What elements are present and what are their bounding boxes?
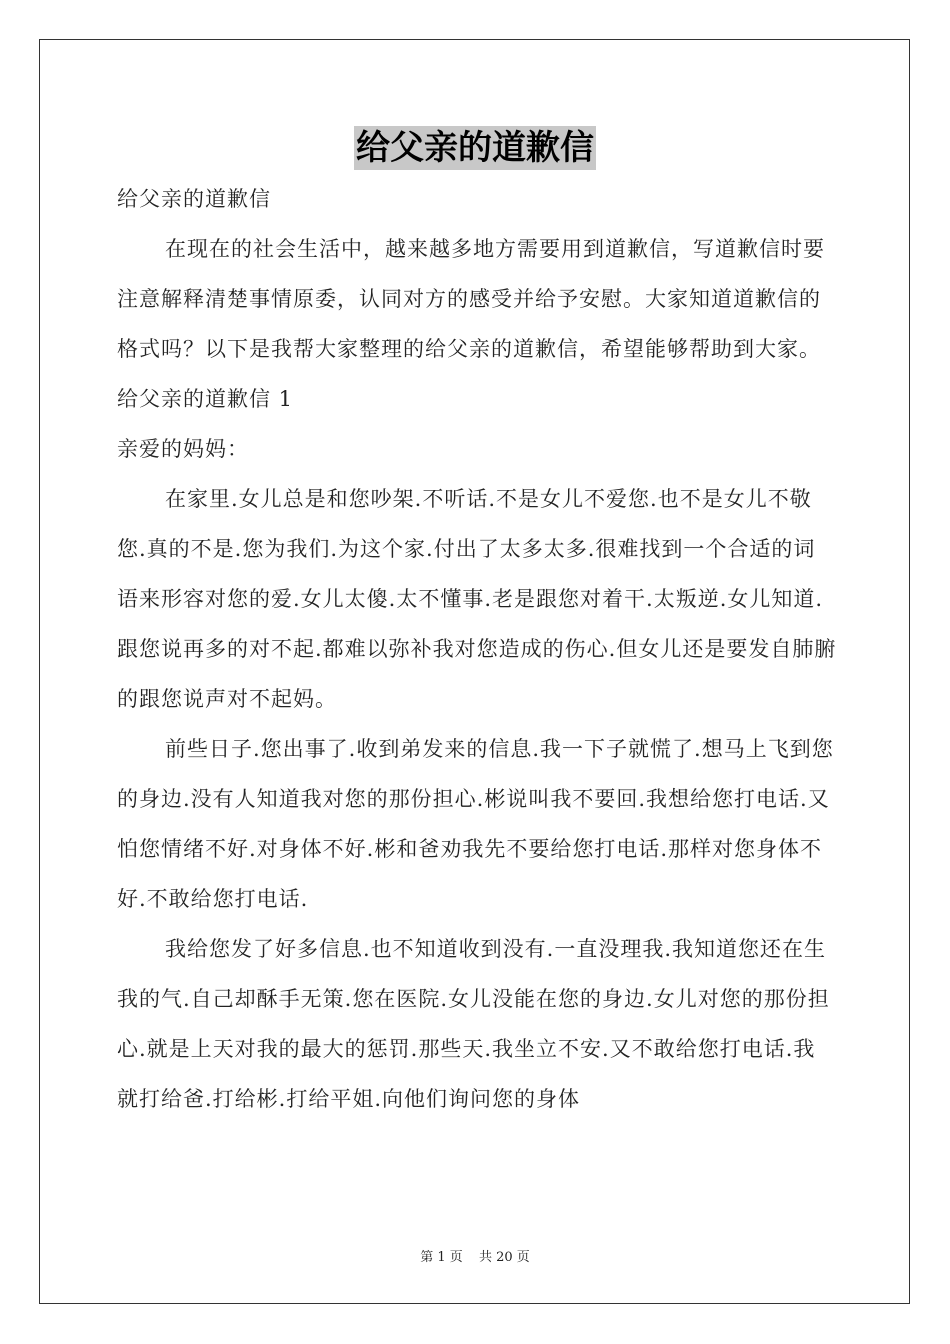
paragraph-intro: 在现在的社会生活中，越来越多地方需要用到道歉信，写道歉信时要注意解释清楚事情原委，认同对方的感受并给予安慰。大家知道道歉信的格式吗？以下是我帮大家整理的给父亲的道歉信，希望能够帮助到大家。: [117, 237, 825, 361]
title-wrap: [0, 126, 950, 170]
paragraph-body: 在家里.女儿总是和您吵架.不听话.不是女儿不爱您.也不是女儿不敬您.真的不是.您为我们.为这个家.付出了太多太多.很难找到一个合适的词语来形容对您的爱.女儿太傻.太不懂事.老是跟您对着干.太叛逆.女儿知道.跟您说再多的对不起.都难以弥补我对您造成的伤心.但女儿还是要发自肺腑的跟您说声对不起妈。: [117, 487, 837, 711]
page-total: 共 20 页: [478, 1250, 530, 1265]
paragraph-body: 我给您发了好多信息.也不知道收到没有.一直没理我.我知道您还在生我的气.自己却酥手无策.您在医院.女儿没能在您的身边.女儿对您的那份担心.就是上天对我的最大的惩罚.那些天.我坐立不安.又不敢给您打电话.我就打给爸.打给彬.打给平姐.向他们询问您的身体: [117, 937, 830, 1111]
document-body: [117, 174, 837, 1124]
paragraph-body: 前些日子.您出事了.收到弟发来的信息.我一下子就慌了.想马上飞到您的身边.没有人知道我对您的那份担心.彬说叫我不要回.我想给您打电话.又怕您情绪不好.对身体不好.彬和爸劝我先不要给您打电话.那样对您身体不好.不敢给您打电话.: [117, 737, 834, 911]
page-number: 第 1 页: [420, 1250, 463, 1265]
page-footer: [0, 1246, 950, 1265]
paragraph-heading: 给父亲的道歉信: [117, 187, 271, 211]
paragraph-salutation: 亲爱的妈妈：: [117, 437, 249, 461]
document-title: 给父亲的道歉信: [356, 128, 594, 168]
paragraph-section-title: 给父亲的道歉信 1: [117, 387, 294, 411]
